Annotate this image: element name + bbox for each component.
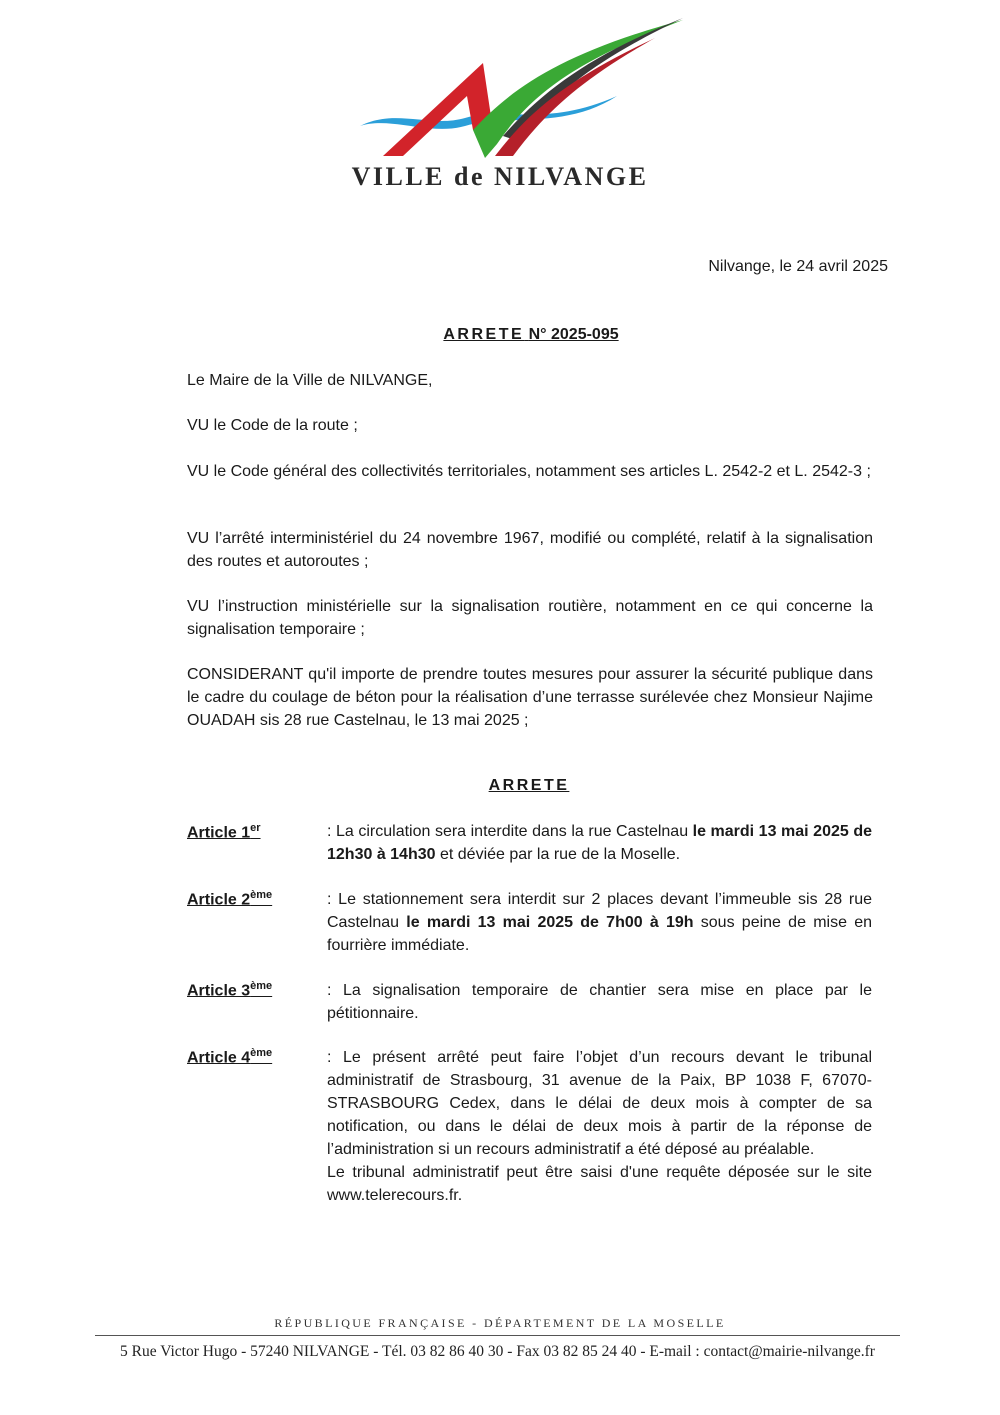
footer-divider xyxy=(95,1335,900,1336)
decree-title-prefix: ARRETE xyxy=(443,326,525,343)
mayor-line: Le Maire de la Ville de NILVANGE, xyxy=(187,372,433,389)
footer-contact: 5 Rue Victor Hugo - 57240 NILVANGE - Tél. 03 82 86 40 30 - Fax 03 82 85 24 40 - E-mail : contact@mairie-nilvange.fr xyxy=(120,1343,875,1360)
decree-number xyxy=(0,326,1000,344)
article-4-text: : Le présent arrêté peut faire l’objet d’un recours devant le tribunal administratif de Strasbourg, 31 avenue de la Paix, BP 1038 F, 67070-STRASBOURG Cedex, dans le délai de deux mois à compter de sa notification, ou dans le délai de deux mois à partir de la réponse de l’administration si un recours administratif a été déposé au préalable. Le tribunal administratif peut être saisi d'une requête déposée sur le site www.telerecours.fr. xyxy=(327,1049,872,1204)
article-3-label: Article 3ème xyxy=(187,980,273,1000)
article-2-label: Article 2ème xyxy=(187,889,273,909)
article-3-text: : La signalisation temporaire de chantier sera mise en place par le pétitionnaire. xyxy=(327,982,872,1022)
article-1-label: Article 1er xyxy=(187,822,261,842)
city-name: VILLE de NILVANGE xyxy=(351,162,649,191)
article-2-text: : Le stationnement sera interdit sur 2 places devant l’immeuble sis 28 rue Castelnau le mardi 13 mai 2025 de 7h00 à 19h sous peine de mise en fourrière immédiate. xyxy=(327,891,873,954)
article-4-label: Article 4ème xyxy=(187,1047,273,1067)
vu-cgct: VU le Code général des collectivités territoriales, notamment ses articles L. 2542-2 et L. 2542-3 ; xyxy=(187,463,871,480)
footer-republique: RÉPUBLIQUE FRANÇAISE - DÉPARTEMENT DE LA MOSELLE xyxy=(274,1316,726,1330)
considerant: CONSIDERANT qu'il importe de prendre toutes mesures pour assurer la sécurité publique dans le cadre du coulage de béton pour la réalisation d’une terrasse surélevée chez Monsieur Najime OUADAH sis 28 rue Castelnau, le 13 mai 2025 ; xyxy=(187,666,873,729)
article-1-text: : La circulation sera interdite dans la rue Castelnau le mardi 13 mai 2025 de 12h30 à 14h30 et déviée par la rue de la Moselle. xyxy=(327,823,872,863)
date-line: Nilvange, le 24 avril 2025 xyxy=(708,258,888,275)
vu-arrete-interministeriel: VU l’arrêté interministériel du 24 novembre 1967, modifié ou complété, relatif à la signalisation des routes et autoroutes ; xyxy=(187,530,873,570)
arrete-heading: ARRETE xyxy=(488,777,570,794)
nilvange-logo-icon xyxy=(355,18,685,163)
vu-code-route: VU le Code de la route ; xyxy=(187,417,358,434)
vu-instruction: VU l’instruction ministérielle sur la signalisation routière, notamment en ce qui concerne la signalisation temporaire ; xyxy=(187,598,873,638)
decree-title-number: N° 2025-095 xyxy=(528,326,619,343)
